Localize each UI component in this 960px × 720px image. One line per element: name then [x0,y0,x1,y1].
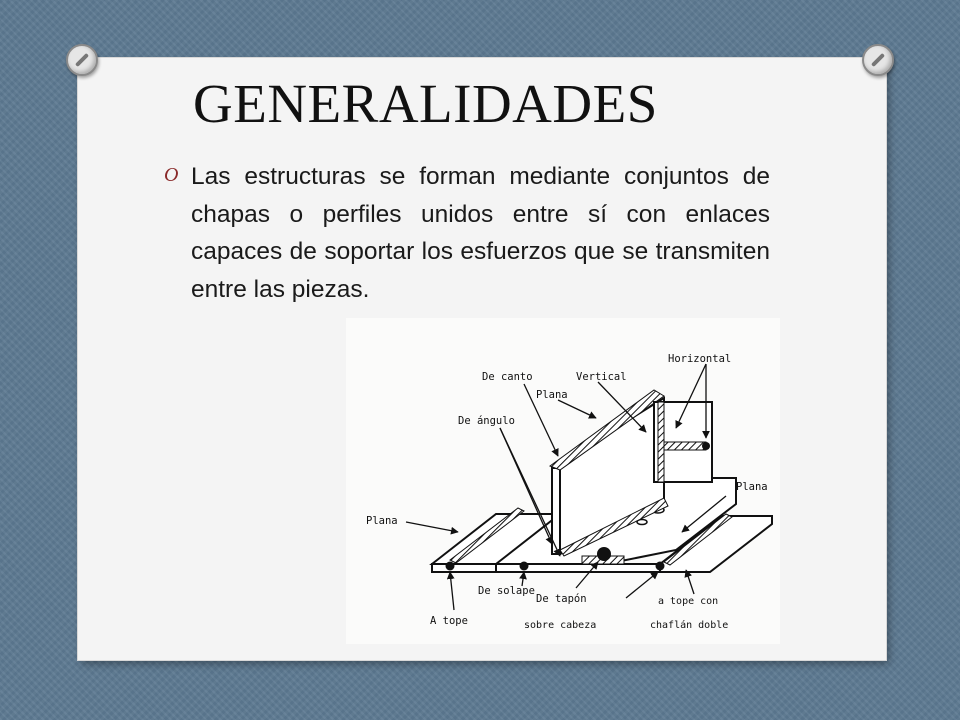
pin-icon [862,44,894,76]
label-chaflan-doble: chaflán doble [650,620,729,631]
label-vertical: Vertical [576,371,627,383]
label-plana-right: Plana [736,481,768,493]
bullet-marker: O [164,164,179,186]
label-plana-left: Plana [366,515,398,527]
slide-title: GENERALIDADES [193,73,658,134]
pin-icon [66,44,98,76]
label-a-tope: A tope [430,615,468,627]
label-de-angulo: De ángulo [458,415,515,427]
label-de-solape: De solape [478,585,535,597]
label-de-tapon: De tapón [536,593,587,605]
label-de-canto: De canto [482,371,533,383]
welding-joints-diagram [346,318,780,644]
bullet-text: Las estructuras se forman mediante conjuntos de chapas o perfiles unidos entre sí con enlaces capaces de soportar los esfuerzos que se transmiten entre las piezas. [191,163,770,303]
label-horizontal: Horizontal [668,353,732,365]
label-sobre-cabeza: sobre cabeza [524,620,597,631]
label-a-tope-con: a tope con [658,596,719,607]
label-plana-top: Plana [536,389,568,401]
